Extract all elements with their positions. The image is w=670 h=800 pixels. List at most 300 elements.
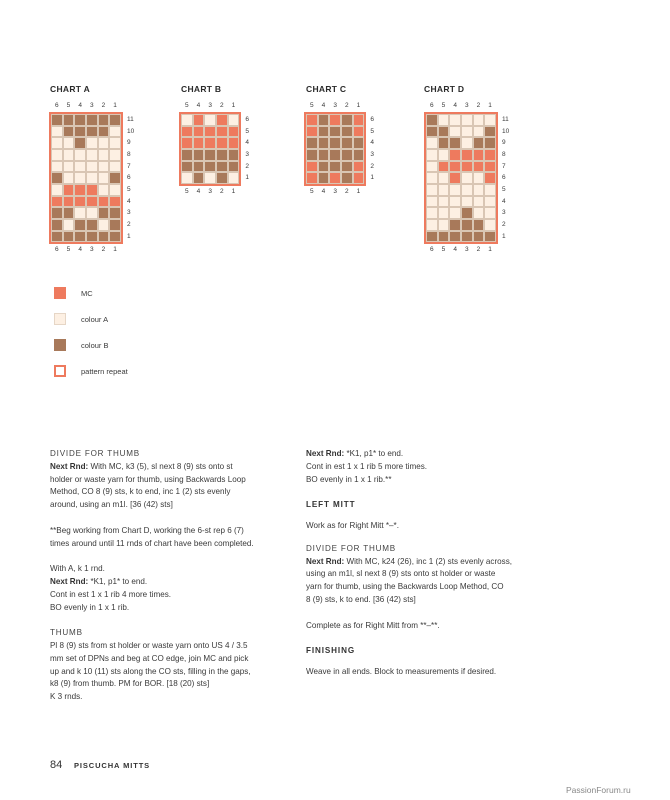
chart-cell (484, 149, 496, 161)
divide-for-thumb-heading: DIVIDE FOR THUMB (306, 543, 396, 553)
chart-top-numbers (306, 102, 364, 109)
paragraph-line (306, 448, 556, 461)
chart-cell (449, 231, 461, 243)
column-number: 4 (321, 102, 326, 109)
row-number: 1 (370, 174, 374, 182)
chart-cell (329, 149, 341, 161)
chart-a-title: CHART A (50, 84, 91, 94)
chart-cell (51, 149, 63, 161)
chart-cell (51, 172, 63, 184)
row-number: 7 (127, 162, 131, 170)
chart-cell (63, 149, 75, 161)
column-number: 6 (55, 246, 59, 254)
row-number: 3 (502, 209, 506, 217)
chart-grid (306, 114, 364, 184)
paragraph-line: around, using an m1l. [36 (42) sts] (50, 500, 173, 510)
column-number: 4 (453, 246, 457, 254)
chart-cell (216, 114, 228, 126)
left-mitt-heading: LEFT MITT (306, 500, 356, 510)
column-number: 3 (208, 188, 212, 196)
chart-cell (228, 172, 240, 184)
column-number: 1 (356, 102, 361, 109)
chart-cell (484, 219, 496, 231)
chart-cell (86, 219, 98, 231)
chart-cell (473, 149, 485, 161)
legend-colour-b (54, 339, 109, 351)
row-number: 5 (127, 186, 131, 194)
chart-cell (181, 114, 193, 126)
column-number: 2 (219, 188, 224, 196)
paragraph-line (50, 461, 296, 474)
chart-cell (86, 137, 98, 149)
column-number: 5 (66, 102, 71, 109)
paragraph-line: BO evenly in 1 x 1 rib. (50, 602, 130, 612)
chart-cell (86, 172, 98, 184)
chart-cell (181, 137, 193, 149)
row-number: 1 (502, 232, 506, 240)
paragraph-line: Cont in est 1 x 1 rib 4 more times. (50, 589, 172, 599)
next-rnd-label: Next Rnd: (306, 556, 345, 566)
chart-cell (86, 149, 98, 161)
chart-cell (449, 161, 461, 173)
column-number: 4 (78, 102, 82, 109)
chart-cell (86, 231, 98, 243)
chart-cell (461, 196, 473, 208)
chart-cell (461, 161, 473, 173)
chart-cell (473, 161, 485, 173)
chart-cell (438, 219, 450, 231)
chart-cell (484, 231, 496, 243)
chart-cell (51, 231, 63, 243)
column-number: 2 (101, 246, 106, 254)
legend-pattern-repeat-swatch (54, 365, 66, 377)
paragraph-line: With A, k 1 rnd. (50, 564, 105, 574)
chart-cell (473, 126, 485, 138)
row-number: 3 (245, 151, 249, 158)
text-span: *K1, p1* to end. (344, 449, 404, 458)
chart-cell (193, 137, 205, 149)
chart-cell (426, 219, 438, 231)
chart-cell (216, 161, 228, 173)
row-number: 4 (502, 197, 506, 205)
chart-cell (98, 137, 110, 149)
chart-cell (228, 126, 240, 138)
chart-grid (51, 114, 121, 242)
chart-cell (51, 219, 63, 231)
chart-cell (109, 149, 121, 161)
chart-cell (353, 137, 365, 149)
chart-cell (461, 207, 473, 219)
chart-cell (181, 172, 193, 184)
chart-cell (484, 161, 496, 173)
chart-cell (51, 196, 63, 208)
chart-cell (86, 184, 98, 196)
chart-cell (98, 219, 110, 231)
next-rnd-label: Next Rnd: (306, 449, 345, 458)
column-number: 5 (441, 102, 446, 109)
text-span: With MC, k3 (5), sl next 8 (9) sts onto st (88, 461, 233, 471)
column-number: 5 (441, 246, 446, 254)
chart-cell (306, 137, 318, 149)
row-number: 4 (370, 139, 374, 147)
chart-cell (98, 196, 110, 208)
divide-for-thumb-heading: DIVIDE FOR THUMB (50, 449, 140, 458)
thumb-heading: THUMB (50, 628, 83, 638)
chart-cell (353, 126, 365, 138)
chart-cell (86, 196, 98, 208)
chart-grid (426, 114, 496, 242)
chart-cell (461, 137, 473, 149)
chart-cell (109, 126, 121, 138)
chart-cell (426, 126, 438, 138)
chart-cell (63, 137, 75, 149)
text-span: With MC, k24 (26), inc 1 (2) sts evenly across, (344, 556, 513, 566)
chart-cell (426, 149, 438, 161)
chart-cell (204, 137, 216, 149)
legend-mc (54, 287, 93, 299)
column-number: 2 (476, 102, 481, 109)
paragraph-line (306, 556, 556, 569)
chart-cell (181, 149, 193, 161)
row-number: 9 (502, 139, 506, 147)
chart-cell (98, 161, 110, 173)
column-number: 1 (488, 246, 492, 254)
chart-cell (193, 172, 205, 184)
row-number: 8 (127, 151, 131, 158)
column-number: 4 (453, 102, 457, 109)
column-number: 4 (78, 246, 82, 254)
chart-cell (426, 184, 438, 196)
chart-cell (63, 196, 75, 208)
row-number: 3 (370, 151, 374, 158)
chart-cell (473, 114, 485, 126)
chart-cell (86, 161, 98, 173)
chart-cell (98, 184, 110, 196)
chart-cell (98, 207, 110, 219)
column-number: 3 (333, 188, 337, 196)
chart-cell (341, 114, 353, 126)
row-number: 7 (502, 162, 506, 170)
chart-cell (426, 114, 438, 126)
chart-cell (318, 172, 330, 184)
chart-cell (473, 172, 485, 184)
chart-cell (484, 184, 496, 196)
chart-cell (306, 149, 318, 161)
chart-cell (461, 219, 473, 231)
chart-cell (74, 172, 86, 184)
chart-cell (438, 137, 450, 149)
chart-cell (228, 161, 240, 173)
row-number: 9 (127, 139, 131, 147)
chart-cell (51, 114, 63, 126)
row-number: 4 (127, 197, 131, 205)
chart-cell (306, 161, 318, 173)
chart-cell (74, 184, 86, 196)
column-number: 4 (196, 188, 201, 196)
chart-cell (353, 161, 365, 173)
paragraph-line: using an m1l, sl next 8 (9) sts onto st holder or waste (306, 569, 496, 579)
legend-mc-swatch (54, 287, 66, 299)
row-number: 2 (245, 162, 249, 170)
chart-cell (98, 231, 110, 243)
chart-cell (329, 172, 341, 184)
chart-cell (449, 137, 461, 149)
paragraph-line: k8 (9) from thumb. PM for BOR. [18 (20) sts] (50, 679, 210, 689)
chart-cell (461, 114, 473, 126)
chart-cell (74, 207, 86, 219)
column-number: 4 (321, 188, 326, 196)
column-number: 6 (55, 102, 59, 109)
column-number: 6 (430, 246, 434, 254)
chart-cell (438, 172, 450, 184)
chart-cell (426, 161, 438, 173)
column-number: 6 (430, 102, 434, 109)
chart-cell (63, 219, 75, 231)
chart-cell (193, 161, 205, 173)
chart-cell (353, 114, 365, 126)
legend-colour-b-label: colour B (81, 340, 109, 350)
chart-cell (449, 219, 461, 231)
chart-cell (74, 137, 86, 149)
chart-cell (438, 114, 450, 126)
chart-cell (473, 196, 485, 208)
paragraph-line: up and k 10 (11) sts along the CO sts, filling in the gaps, (50, 666, 251, 676)
column-number: 5 (185, 188, 189, 196)
row-number: 6 (370, 116, 374, 123)
chart-cell (438, 184, 450, 196)
row-number: 2 (370, 162, 374, 170)
chart-cell (204, 161, 216, 173)
chart-cell (109, 184, 121, 196)
chart-cell (461, 149, 473, 161)
chart-cell (63, 114, 75, 126)
chart-cell (74, 114, 86, 126)
chart-cell (86, 207, 98, 219)
chart-cell (51, 207, 63, 219)
page-number: 84 (50, 759, 63, 771)
chart-cell (426, 172, 438, 184)
paragraph-line: 8 (9) sts, k to end. [36 (42) sts] (306, 594, 416, 604)
chart-cell (426, 137, 438, 149)
chart-cell (86, 126, 98, 138)
column-number: 5 (310, 102, 314, 109)
chart-cell (74, 126, 86, 138)
legend-colour-a-swatch (54, 313, 66, 325)
chart-cell (329, 114, 341, 126)
chart-cell (306, 126, 318, 138)
chart-cell (109, 231, 121, 243)
chart-cell (193, 149, 205, 161)
chart-cell (109, 114, 121, 126)
next-rnd-label: Next Rnd: (50, 576, 89, 586)
column-number: 1 (231, 102, 236, 109)
chart-bottom-numbers (306, 188, 364, 195)
chart-cell (204, 149, 216, 161)
chart-cell (193, 126, 205, 138)
right-column (306, 448, 556, 679)
row-number: 1 (127, 232, 131, 240)
paragraph-line: Weave in all ends. Block to measurements if desired. (306, 666, 497, 676)
chart-cell (461, 126, 473, 138)
paragraph-line: Cont in est 1 x 1 rib 5 more times. (306, 461, 428, 471)
column-number: 3 (464, 102, 469, 109)
paragraph-line: **Beg working from Chart D, working the 6-st rep 6 (7) (50, 525, 244, 535)
chart-cell (484, 196, 496, 208)
paragraph-line: Complete as for Right Mitt from **–**. (306, 620, 440, 630)
column-number: 1 (113, 246, 117, 254)
chart-cell (438, 161, 450, 173)
chart-cell (426, 231, 438, 243)
row-number: 6 (502, 174, 506, 182)
row-number: 8 (502, 151, 506, 158)
chart-cell (74, 161, 86, 173)
chart-cell (204, 126, 216, 138)
column-number: 3 (89, 102, 94, 109)
chart-cell (341, 137, 353, 149)
chart-cell (51, 126, 63, 138)
chart-cell (353, 149, 365, 161)
row-number: 6 (127, 174, 131, 182)
text-span: *K1, p1* to end. (88, 576, 148, 586)
column-number: 1 (113, 102, 117, 109)
chart-grid (181, 114, 239, 184)
row-number: 1 (245, 174, 249, 182)
chart-cell (473, 219, 485, 231)
row-number: 11 (127, 116, 134, 123)
chart-cell (109, 137, 121, 149)
column-number: 2 (101, 102, 106, 109)
row-number: 10 (502, 127, 510, 135)
chart-cell (228, 149, 240, 161)
paragraph-line: holder or waste yarn for thumb, using Backwards Loop (50, 474, 246, 484)
chart-cell (74, 219, 86, 231)
row-number: 5 (370, 127, 374, 135)
watermark: PassionForum.ru (566, 785, 631, 795)
column-number: 2 (219, 102, 224, 109)
chart-cell (438, 126, 450, 138)
chart-cell (98, 172, 110, 184)
legend-pattern-repeat-label: pattern repeat (81, 366, 128, 376)
chart-cell (63, 231, 75, 243)
paragraph-line: K 3 rnds. (50, 692, 83, 702)
row-number: 11 (502, 116, 509, 123)
row-number: 6 (245, 116, 249, 123)
chart-cell (318, 114, 330, 126)
paragraph-line: mm set of DPNs and beg at CO edge, join MC and pick (50, 653, 249, 663)
paragraph-line (50, 576, 296, 589)
chart-cell (449, 126, 461, 138)
running-title: PISCUCHA MITTS (74, 761, 151, 770)
chart-bottom-numbers (51, 246, 121, 253)
chart-cell (98, 114, 110, 126)
chart-cell (341, 172, 353, 184)
row-number: 3 (127, 209, 131, 217)
chart-cell (329, 161, 341, 173)
chart-cell (63, 172, 75, 184)
chart-cell (353, 172, 365, 184)
chart-cell (438, 149, 450, 161)
chart-cell (329, 126, 341, 138)
chart-top-numbers (426, 102, 496, 109)
chart-cell (63, 161, 75, 173)
column-number: 3 (333, 102, 337, 109)
chart-cell (204, 172, 216, 184)
chart-cell (473, 184, 485, 196)
chart-cell (86, 114, 98, 126)
chart-top-numbers (51, 102, 121, 109)
chart-cell (318, 126, 330, 138)
chart-cell (228, 114, 240, 126)
chart-cell (181, 126, 193, 138)
legend-colour-b-swatch (54, 339, 66, 351)
chart-cell (449, 172, 461, 184)
column-number: 1 (356, 188, 361, 196)
chart-cell (329, 137, 341, 149)
chart-cell (109, 196, 121, 208)
row-number: 10 (127, 127, 135, 135)
chart-cell (63, 207, 75, 219)
chart-cell (109, 207, 121, 219)
chart-cell (216, 149, 228, 161)
row-number: 2 (127, 221, 131, 229)
next-rnd-label: Next Rnd: (50, 461, 89, 471)
column-number: 5 (310, 188, 314, 196)
chart-cell (438, 196, 450, 208)
legend-colour-a-label: colour A (81, 314, 109, 324)
chart-c-title: CHART C (306, 84, 347, 94)
chart-cell (484, 207, 496, 219)
legend-mc-label: MC (81, 288, 93, 298)
chart-cell (109, 219, 121, 231)
chart-cell (98, 126, 110, 138)
chart-cell (306, 114, 318, 126)
column-number: 5 (66, 246, 71, 254)
paragraph-line: Work as for Right Mitt *–*. (306, 520, 399, 530)
chart-cell (484, 114, 496, 126)
chart-cell (204, 114, 216, 126)
column-number: 4 (196, 102, 201, 109)
column-number: 2 (476, 246, 481, 254)
chart-b-title: CHART B (181, 84, 222, 94)
chart-cell (216, 172, 228, 184)
chart-cell (449, 149, 461, 161)
chart-cell (318, 137, 330, 149)
row-number: 5 (245, 127, 249, 135)
chart-cell (449, 184, 461, 196)
chart-cell (74, 149, 86, 161)
chart-cell (484, 172, 496, 184)
paragraph-line: times around until 11 rnds of chart have been completed. (50, 538, 254, 548)
chart-cell (193, 114, 205, 126)
column-number: 3 (464, 246, 469, 254)
paragraph-line: yarn for thumb, using the Backwards Loop Method, CO (306, 582, 504, 592)
chart-cell (461, 172, 473, 184)
chart-cell (341, 161, 353, 173)
row-number: 5 (502, 186, 506, 194)
chart-cell (341, 149, 353, 161)
row-number: 4 (245, 139, 249, 147)
chart-cell (51, 184, 63, 196)
chart-cell (318, 149, 330, 161)
chart-bottom-numbers (181, 188, 239, 195)
chart-cell (74, 231, 86, 243)
chart-cell (74, 196, 86, 208)
column-number: 2 (344, 102, 349, 109)
chart-cell (306, 172, 318, 184)
chart-cell (109, 161, 121, 173)
legend-colour-a (54, 313, 108, 325)
chart-cell (449, 196, 461, 208)
